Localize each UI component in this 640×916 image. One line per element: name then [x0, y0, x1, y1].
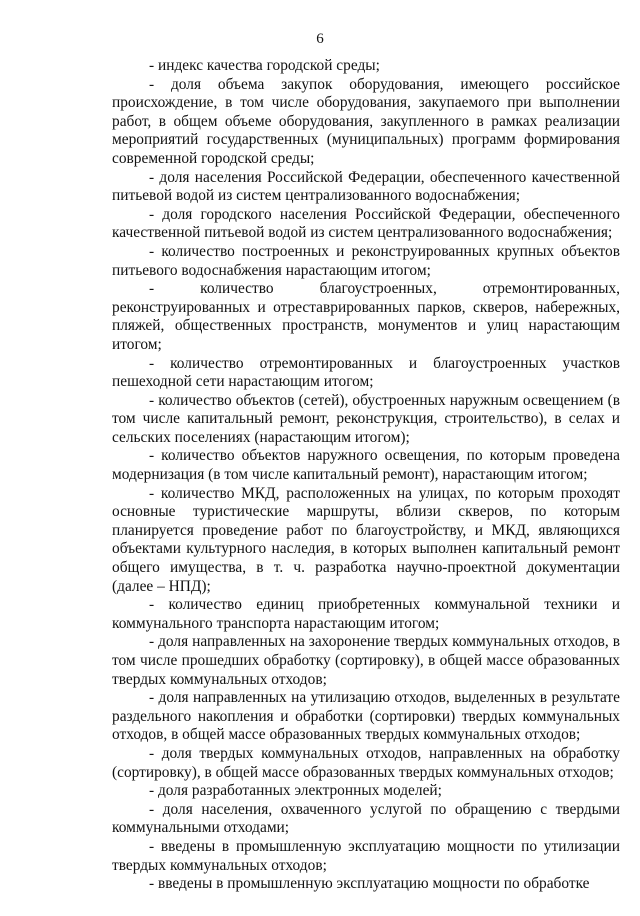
document-body: [112, 57, 620, 894]
list-item: - введены в промышленную эксплуатацию мощности по утилизации твердых коммунальных отходов;: [112, 837, 620, 874]
list-item: - количество объектов наружного освещения, по которым проведена модернизация (в том числе капитальный ремонт), нарастающим итогом;: [112, 447, 620, 484]
list-item: - количество построенных и реконструированных крупных объектов питьевого водоснабжения нарастающим итогом;: [112, 242, 620, 279]
list-item: - доля направленных на захоронение твердых коммунальных отходов, в том числе прошедших обработку (сортировку), в общей массе образованных твердых коммунальных отходов;: [112, 633, 620, 688]
list-item: - количество отремонтированных и благоустроенных участков пешеходной сети нарастающим итогом;: [112, 354, 620, 391]
list-item: - доля разработанных электронных моделей;: [149, 782, 442, 800]
list-item: - индекс качества городской среды;: [149, 57, 380, 74]
list-item: - доля городского населения Российской Федерации, обеспеченного качественной питьевой водой из систем централизованного водоснабжения;: [112, 205, 620, 242]
list-item: - доля твердых коммунальных отходов, направленных на обработку (сортировку), в общей массе образованных твердых коммунальных отходов;: [112, 744, 620, 781]
list-item: - введены в промышленную эксплуатацию мощности по обработке: [149, 875, 590, 893]
list-item: - количество благоустроенных, отремонтированных, реконструированных и отреставрированных парков, скверов, набережных, пляжей, общественных пространств, монументов и улиц нарастающим итогом;: [112, 280, 620, 353]
page-number: 6: [316, 31, 324, 47]
list-item: - доля объема закупок оборудования, имеющего российское происхождение, в том числе оборудования, закупаемого при выполнении работ, в общем объеме оборудования, закупленного в рамках реализации мероприятий государственных (муниципальных) программ формирования современной городской среды;: [112, 75, 620, 167]
list-item: - количество объектов (сетей), обустроенных наружным освещением (в том числе капитальный ремонт, реконструкция, строительство), в селах и сельских поселениях (нарастающим итогом);: [112, 391, 620, 446]
list-item: - количество единиц приобретенных коммунальной техники и коммунального транспорта нарастающим итогом;: [112, 596, 620, 632]
list-item: - количество МКД, расположенных на улицах, по которым проходят основные туристические маршруты, вблизи скверов, по которым планируется проведение работ по благоустройству, и МКД, являющихся объектами культурного наследия, в которых выполнен капитальный ремонт общего имущества, в т. ч. разработка научно-проектной документации (далее – НПД);: [112, 484, 620, 595]
list-item: - доля населения, охваченного услугой по обращению с твердыми коммунальными отходами;: [112, 800, 620, 837]
list-item: - доля населения Российской Федерации, обеспеченного качественной питьевой водой из систем централизованного водоснабжения;: [112, 168, 620, 205]
list-item: - доля направленных на утилизацию отходов, выделенных в результате раздельного накопления и обработки (сортировки) твердых коммунальных отходов, в общей массе образованных твердых коммунальных отходов;: [112, 689, 620, 744]
